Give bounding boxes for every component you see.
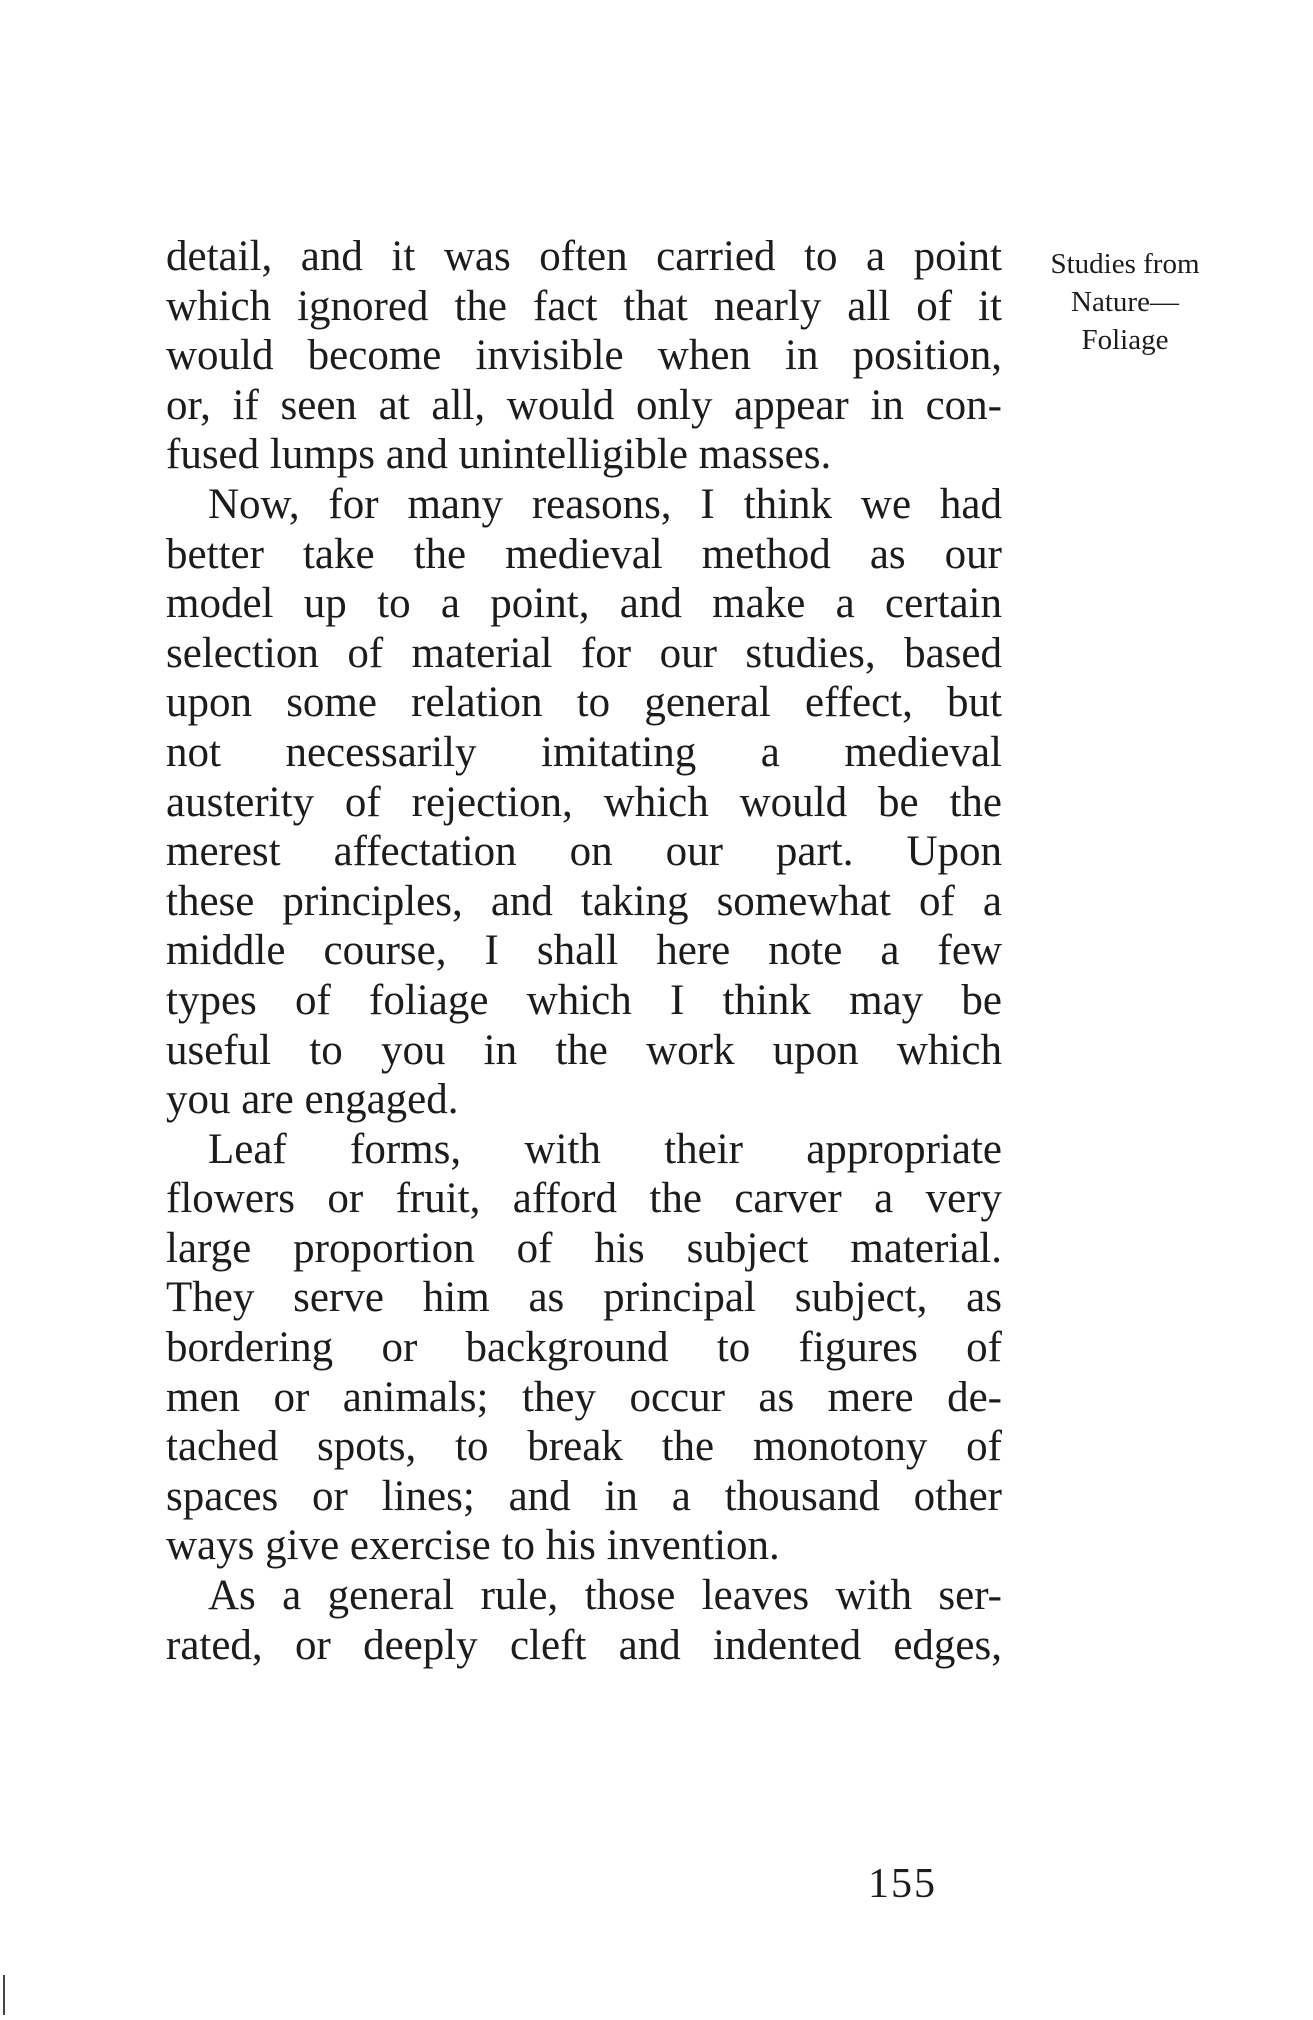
margin-note-line: Nature— [1071,286,1179,318]
text-line: Now, for many reasons, I think we had [208,480,1002,528]
text-line: rated, or deeply cleft and indented edges, [166,1621,1002,1669]
text-line: upon some relation to general effect, but [166,679,1002,727]
margin-note-line: Foliage [1081,324,1169,356]
body-text [166,232,1002,1670]
text-line: detail, and it was often carried to a point [166,233,1002,280]
text-line: bordering or background to figures of [166,1324,1002,1372]
page-number: 155 [868,1861,937,1907]
text-line: As a general rule, those leaves with ser- [208,1572,1002,1620]
text-line: better take the medieval method as our [166,530,1002,578]
text-line: model up to a point, and make a certain [166,580,1002,628]
text-line: flowers or fruit, afford the carver a very [166,1175,1002,1223]
text-line: middle course, I shall here note a few [166,927,1002,975]
scan-edge-mark [3,1975,5,2015]
text-line: not necessarily imitating a medieval [166,728,1002,776]
text-line: selection of material for our studies, based [166,629,1002,677]
text-line: useful to you in the work upon which [166,1026,1002,1074]
text-line: austerity of rejection, which would be the [166,778,1002,826]
text-line: these principles, and taking somewhat of a [166,877,1002,925]
text-line: which ignored the fact that nearly all of it [166,282,1002,330]
text-line: or, if seen at all, would only appear in con- [166,381,1002,429]
text-line: spaces or lines; and in a thousand other [166,1472,1002,1520]
margin-note-line: Studies from [1050,248,1200,280]
text-line: you are engaged. [166,1076,459,1124]
text-line: large proportion of his subject material. [166,1224,1002,1272]
text-line: fused lumps and unintelligible masses. [166,431,832,479]
text-line: types of foliage which I think may be [166,976,1002,1024]
text-line: would become invisible when in position, [166,332,1002,380]
text-line: ways give exercise to his invention. [166,1522,780,1570]
margin-note [1020,245,1230,359]
text-line: They serve him as principal subject, as [166,1274,1002,1322]
text-line: tached spots, to break the monotony of [166,1423,1002,1471]
text-line: men or animals; they occur as mere de- [166,1373,1002,1421]
text-line: merest affectation on our part. Upon [166,828,1002,876]
text-line: Leaf forms, with their appropriate [208,1125,1002,1173]
